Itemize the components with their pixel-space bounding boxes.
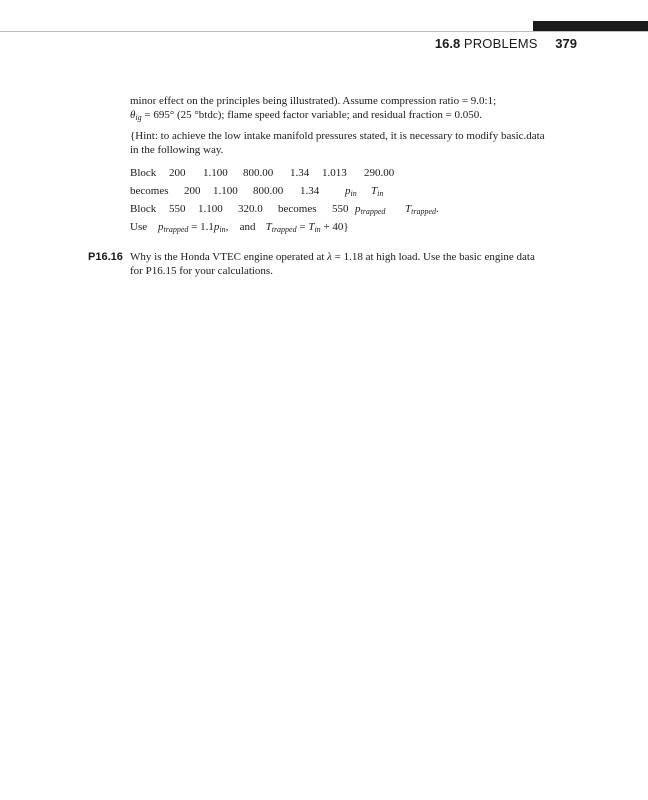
header-bar: [533, 21, 648, 31]
problem-text: Why is the Honda VTEC engine operated at: [130, 251, 328, 263]
word: becomes: [130, 185, 169, 197]
t-subscript: trapped: [411, 207, 437, 216]
lambda-symbol: λ: [327, 251, 332, 263]
value: 1.100: [203, 167, 228, 179]
p-subscript: trapped: [360, 207, 386, 216]
t-symbol: T: [371, 185, 378, 197]
word: and: [239, 221, 256, 233]
value: 800.00: [253, 185, 284, 197]
p-subscript: in: [219, 225, 226, 234]
t-subscript: trapped: [271, 225, 297, 234]
block-200-line: [130, 166, 394, 180]
comma: ,: [225, 221, 229, 233]
value: 550: [332, 203, 349, 215]
problem-line-1: [130, 250, 535, 264]
value: 200: [184, 185, 201, 197]
p-subscript: in: [350, 189, 357, 198]
hint-line-2: in the following way.: [130, 144, 224, 156]
t-symbol: T: [308, 221, 315, 233]
p-symbol: p: [213, 221, 220, 233]
word: becomes: [278, 203, 317, 215]
value: 800.00: [243, 167, 274, 179]
value: 200: [169, 167, 186, 179]
t-subscript: in: [314, 225, 321, 234]
t-subscript: in: [377, 189, 384, 198]
use-line: [130, 220, 349, 237]
value: 1.34: [300, 185, 320, 197]
p-subscript: trapped: [163, 225, 189, 234]
body-line-2: [130, 108, 482, 125]
p-symbol: p: [158, 221, 164, 233]
value: 1.100: [213, 185, 238, 197]
value: 290.00: [364, 167, 395, 179]
body-line-2-text: = 695° (25 °btdc); flame speed factor variable; and residual fraction = 0.050.: [141, 109, 483, 121]
value: 320.0: [238, 203, 263, 215]
theta-symbol: θ: [130, 109, 136, 121]
t-symbol: T: [265, 221, 272, 233]
running-header: [0, 36, 577, 51]
problem-text: = 1.18 at high load. Use the basic engine data: [331, 251, 535, 263]
value: 1.013: [322, 167, 347, 179]
header-rule: [0, 31, 648, 32]
t-symbol: T: [405, 203, 412, 215]
p-symbol: p: [345, 185, 351, 197]
value: 1.34: [290, 167, 310, 179]
value: 1.100: [198, 203, 223, 215]
p-symbol: p: [355, 203, 361, 215]
becomes-line: [130, 184, 383, 201]
body-line-1: minor effect on the principles being illustrated). Assume compression ratio = 9.0:1;: [130, 95, 497, 107]
word: Use: [130, 221, 148, 233]
equation-part: + 40}: [320, 221, 349, 233]
problem-number: P16.16: [88, 251, 123, 263]
word: Block: [130, 203, 157, 215]
value: 550: [169, 203, 186, 215]
period: .: [436, 203, 439, 215]
equation-part: =: [296, 221, 309, 233]
word: Block: [130, 167, 157, 179]
section-number: 16.8: [434, 36, 461, 51]
page-number: 379: [555, 36, 577, 51]
theta-subscript: ig: [135, 113, 142, 122]
section-title: PROBLEMS: [463, 36, 538, 51]
equation-part: = 1.1: [188, 221, 214, 233]
problem-line-2: for P16.15 for your calculations.: [130, 265, 273, 277]
block-550-line: [130, 202, 439, 219]
hint-line-1: {Hint: to achieve the low intake manifold pressures stated, it is necessary to modify basic.data: [130, 130, 545, 142]
